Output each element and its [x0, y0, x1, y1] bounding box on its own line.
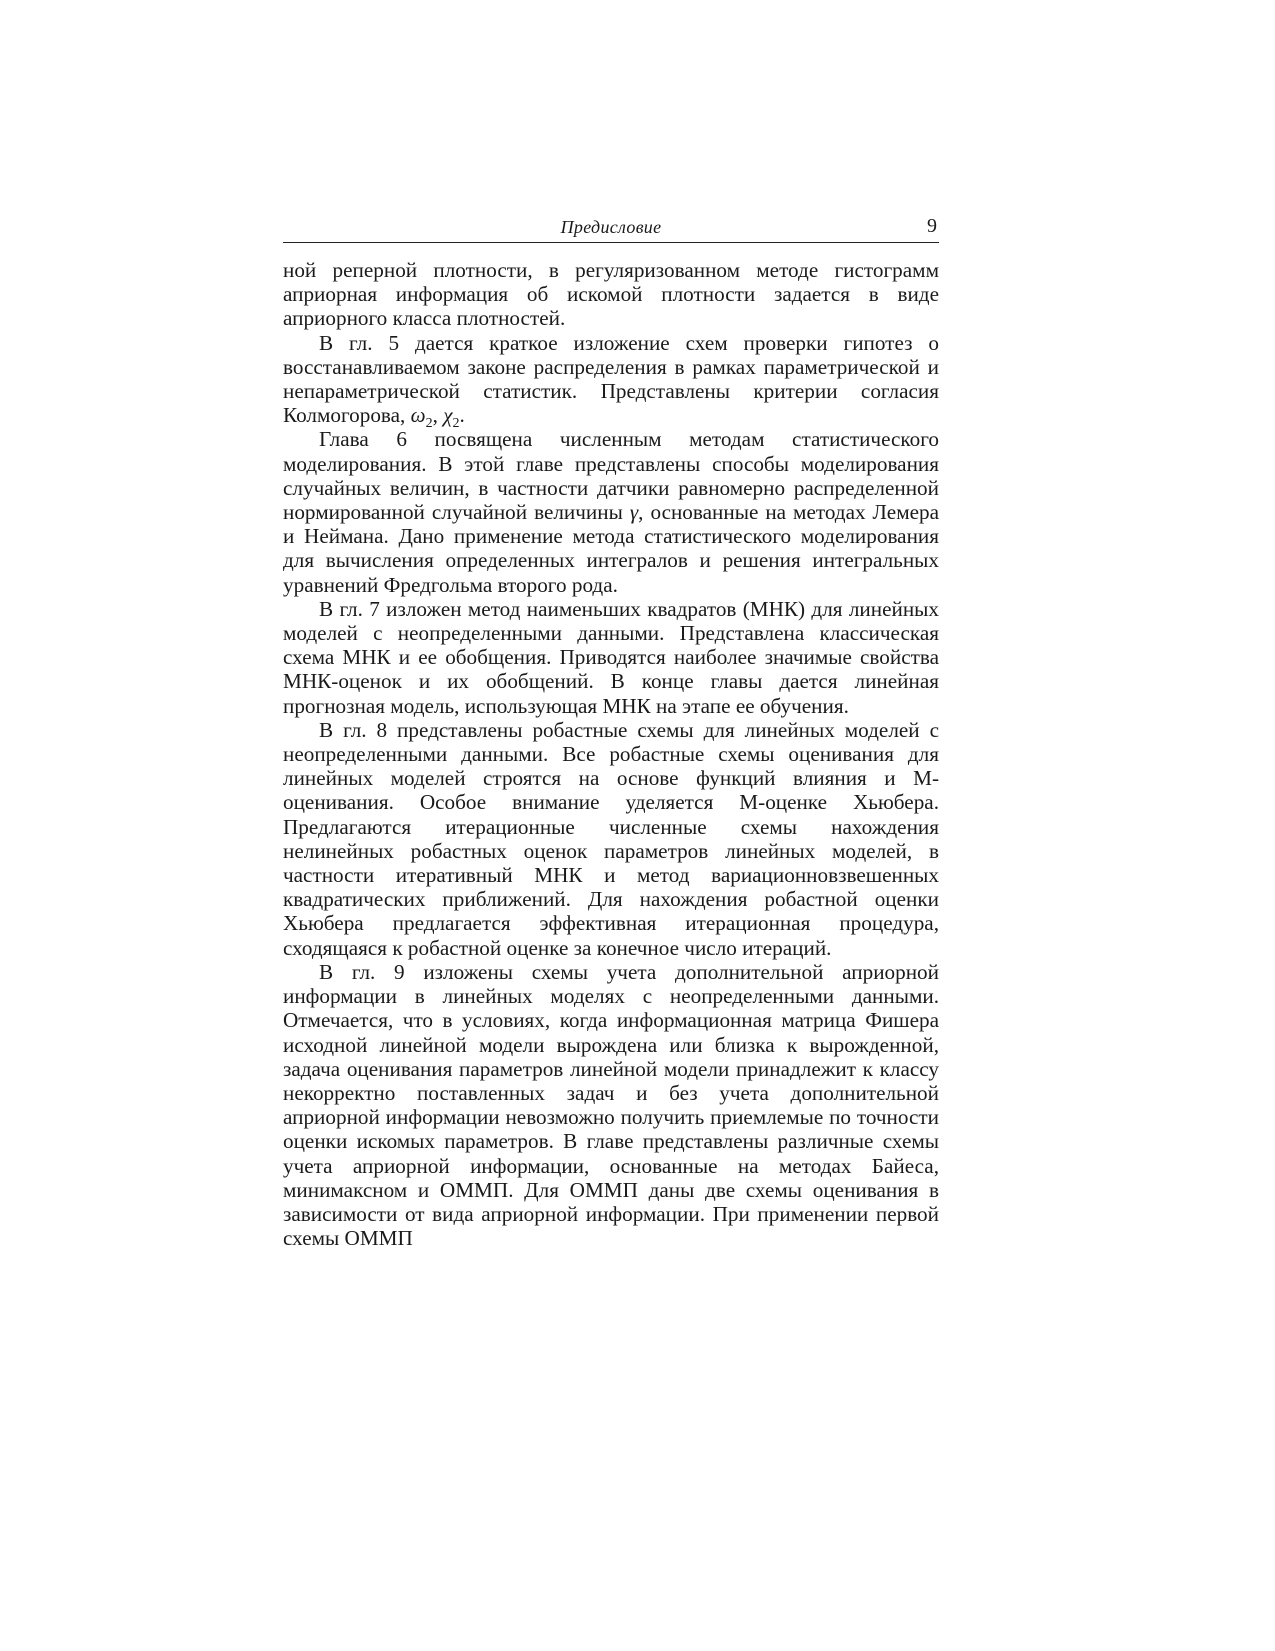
chi-symbol: $\chi_2$	[443, 403, 460, 432]
page-header	[283, 214, 939, 243]
paragraph-text: В гл. 5 дается краткое изложение схем проверки гипотез о восстанавливаемом законе распределения в рамках параметрической и непараметрической статистик. Представлены критерии согласия Колмогорова,	[283, 330, 939, 428]
paragraph-chapter-5: В гл. 5 дается краткое изложение схем проверки гипотез о восстанавливаемом законе распределения в рамках параметрической и непараметрической статистик. Представлены критерии согласия Колмогорова, $\omega_2$, $\chi_2$.	[283, 330, 939, 432]
body-text	[283, 258, 939, 1250]
running-title: Предисловие	[560, 217, 662, 237]
paragraph-chapter-8: В гл. 8 представлены робастные схемы для линейных моделей с неопределенными данными. Все робастные схемы оценивания для линейных моделей строятся на основе функций влияния и М-оценивания. Особое внимание уделяется М-оценке Хьюбера. Предлагаются итерационные численные схемы нахождения нелинейных робастных оценок параметров линейных моделей, в частности итеративный МНК и метод вариационновзвешенных квадратических приближений. Для нахождения робастной оценки Хьюбера предлагается эффективная итерационная процедура, сходящаяся к робастной оценке за конечное число итераций.	[283, 717, 939, 960]
paragraph-chapter-6	[283, 427, 939, 596]
paragraph-chapter-7: В гл. 7 изложен метод наименьших квадратов (МНК) для линейных моделей с неопределенными данными. Представлена классическая схема МНК и ее обобщения. Приводятся наиболее значимые свойства МНК-оценок и их обобщений. В конце главы дается линейная прогнозная модель, использующая МНК на этапе ее обучения.	[283, 596, 939, 718]
omega-symbol: $\omega_2$	[410, 403, 433, 432]
paragraph-text: , основанные на методах Лемера и Неймана. Дано применение метода статистического моделирования для вычисления определенных интегралов и решения интегральных уравнений Фредгольма второго рода.	[283, 500, 939, 597]
paragraph-text: Глава 6 посвящена численным методам статистического моделирования. В этой главе представлены способы моделирования случайных величин, в частности датчики равномерно распределенной нормированной случайной величины	[283, 427, 939, 525]
paragraph-chapter-9: В гл. 9 изложены схемы учета дополнительной априорной информации в линейных моделях с неопределенными данными. Отмечается, что в условиях, когда информационная матрица Фишера исходной линейной модели вырождена или близка к вырожденной, задача оценивания параметров линейной модели принадлежит к классу некорректно поставленных задач и без учета дополнительной априорной информации невозможно получить приемлемые по точности оценки искомых параметров. В главе представлены различные схемы учета априорной информации, основанные на методах Байеса, минимаксном и ОММП. Для ОММП даны две схемы оценивания в зависимости от вида априорной информации. При применении первой схемы ОММП	[283, 959, 939, 1251]
gamma-symbol: γ	[629, 500, 639, 525]
paragraph-continuation: ной реперной плотности, в регуляризованном методе гистограмм априорная информация об искомой плотности задается в виде априорного класса плотностей.	[283, 258, 939, 331]
page-number: 9	[927, 215, 937, 237]
